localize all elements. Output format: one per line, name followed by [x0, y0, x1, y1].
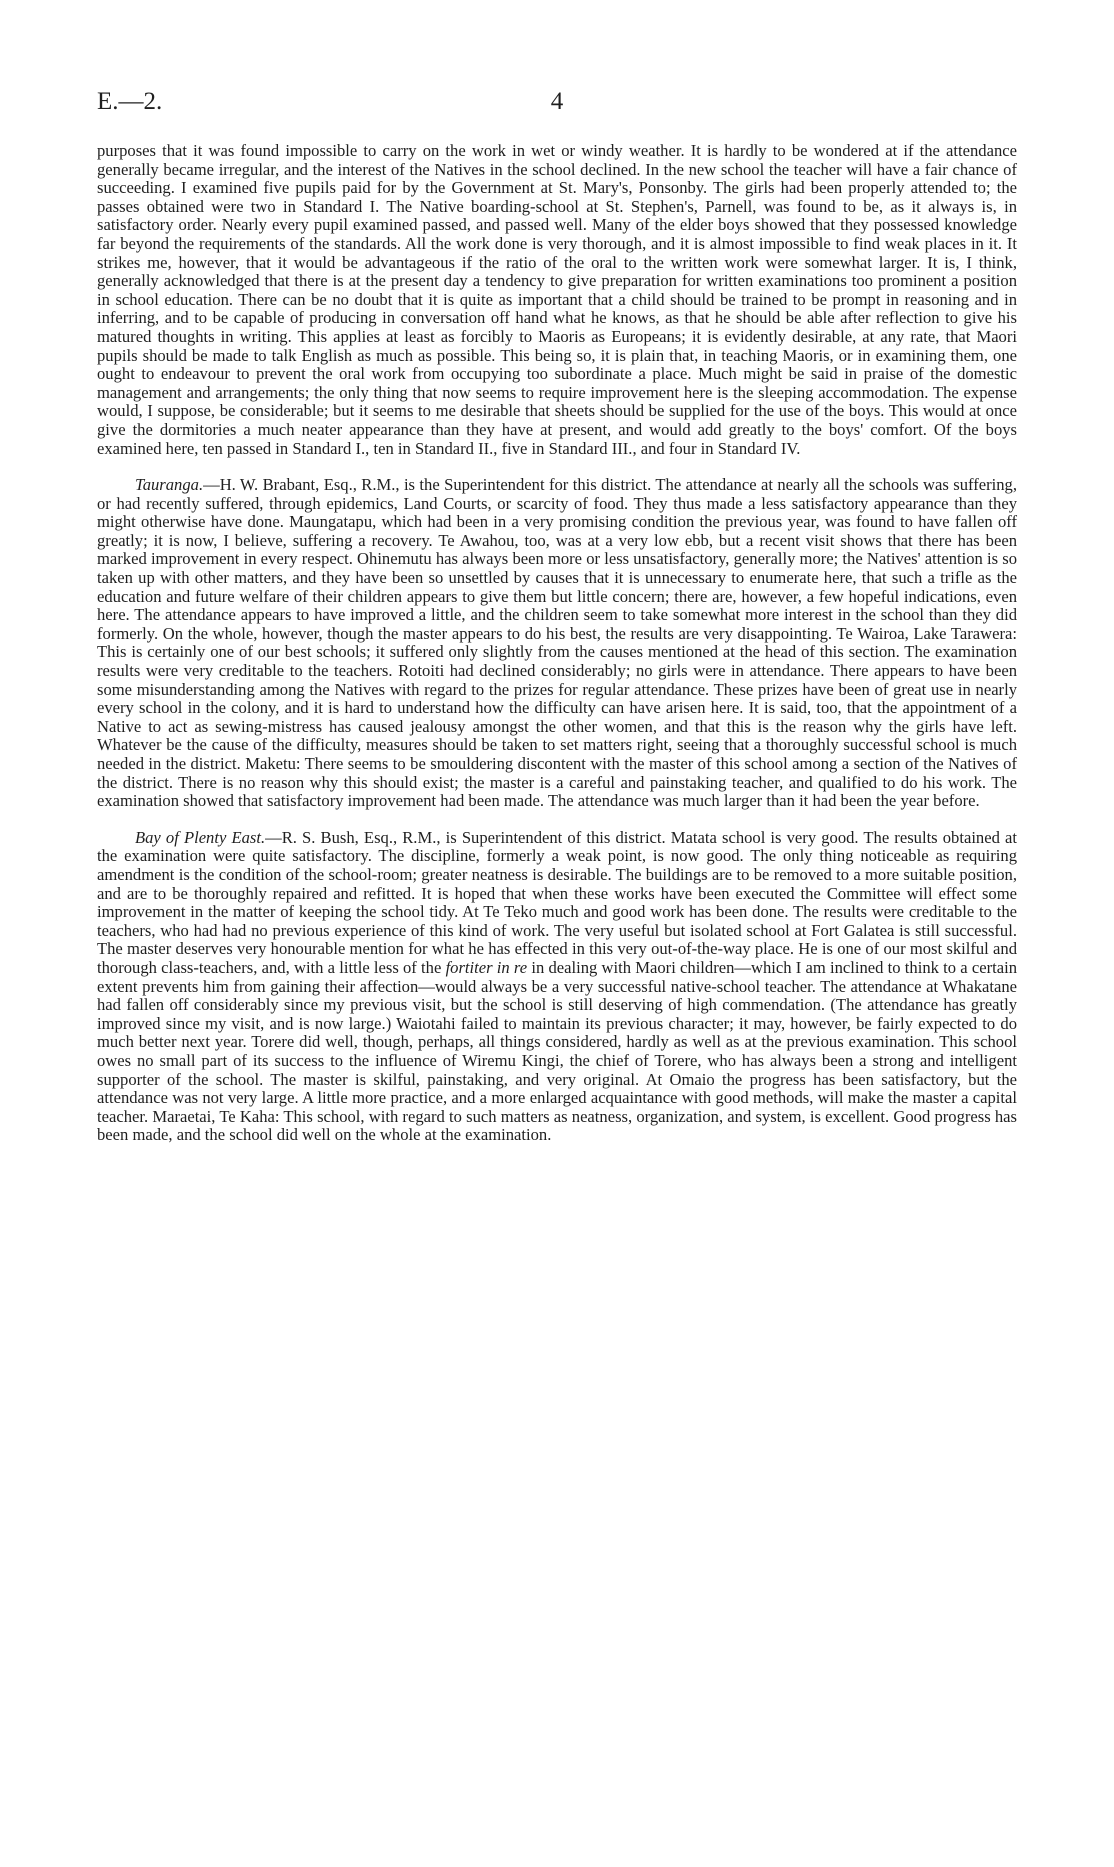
- page-header: [97, 88, 1017, 120]
- section-heading-bay-of-plenty-east: Bay of Plenty East.: [135, 827, 266, 847]
- paragraph-text: —R. S. Bush, Esq., R.M., is Superintendent of this district. Matata school is very good. The results obtained at the examination were quite satisfactory. The discipline, formerly a weak point, is now good. The only thing noticeable as requiring amendment is the condition of the school-room; greater neatness is desirable. The buildings are to be removed to a more suitable position, and are to be thoroughly repaired and refitted. It is hoped that when these works have been executed the Committee will effect some improvement in the matter of keeping the school tidy. At Te Teko much and good work has been done. The results were creditable to the teachers, who had had no previous experience of this kind of work. The very useful but isolated school at Fort Galatea is still successful. The master deserves very honourable mention for what he has effected in this very out-of-the-way place. He is one of our most skilful and thorough class-teachers, and, with a little less of the: [97, 827, 1017, 977]
- paragraph-text: —H. W. Brabant, Esq., R.M., is the Superintendent for this district. The attendance at nearly all the schools was suffering, or had recently suffered, through epidemics, Land Courts, or scarcity of food. They thus made a less satisfactory appearance than they might otherwise have done. Maungatapu, which had been in a very promising condition the previous year, was found to have fallen off greatly; it is now, I believe, suffering a recovery. Te Awahou, too, was at a very low ebb, but a recent visit shows that there has been marked improvement in every respect. Ohinemutu has always been more or less unsatisfactory, generally more; the Natives' attention is so taken up with other matters, and they have been so unsettled by causes that it is unnecessary to enumerate here, that such a trifle as the education and future welfare of their children appears to give them but little concern; there are, however, a few hopeful indications, even here. The attendance appears to have improved a little, and the children seem to take somewhat more interest in the school than they did formerly. On the whole, however, though the master appears to do his best, the results are very disappointing. Te Wairoa, Lake Tarawera: This is certainly one of our best schools; it suffered only slightly from the causes mentioned at the head of this section. The examination results were very creditable to the teachers. Rotoiti had declined considerably; no girls were in attendance. There appears to have been some misunderstanding among the Natives with regard to the prizes for regular attendance. These prizes have been of great use in nearly every school in the colony, and it is hard to understand how the difficulty can have arisen here. It is said, too, that the appointment of a Native to act as sewing-mistress has caused jealousy amongst the other women, and that this is the reason why the girls have left. Whatever be the cause of the difficulty, measures should be taken to set matters right, seeing that a thoroughly successful school is much needed in the district. Maketu: There seems to be smouldering discontent with the master of this school among a section of the Natives of the district. There is no reason why this should exist; the master is a careful and painstaking teacher, and qualified to do his work. The examination showed that satisfactory improvement had been made. The attendance was much larger than it had been the year before.: [97, 475, 1017, 811]
- page-number: 4: [550, 88, 564, 115]
- paragraph-auckland-continued: [97, 142, 1017, 458]
- section-heading-tauranga: Tauranga.: [135, 475, 204, 495]
- body-text: [97, 142, 1017, 1163]
- paragraph-text-tail: in dealing with Maori children—which I am inclined to think to a certain extent prevents him from gaining their affection—would always be a very successful native-school teacher. The attendance at Whakatane had fallen off considerably since my previous visit, but the school is still deserving of high commendation. (The attendance has greatly improved since my visit, and is now large.) Waiotahi failed to maintain its previous character; it may, however, be fairly expected to do much better next year. Torere did well, though, perhaps, all things considered, hardly as well as at the previous examination. This school owes no small part of its success to the influence of Wiremu Kingi, the chief of Torere, who has always been a strong and intelligent supporter of the school. The master is skilful, painstaking, and very original. At Omaio the progress has been satisfactory, but the attendance was not very large. A little more practice, and a more enlarged acquaintance with good methods, will make the master a capital teacher. Maraetai, Te Kaha: This school, with regard to such matters as neatness, organization, and system, is excellent. Good progress has been made, and the school did well on the whole at the examination.: [97, 957, 1017, 1145]
- paragraph-bay-of-plenty-east: [97, 829, 1017, 1145]
- latin-phrase: fortiter in re: [445, 957, 528, 977]
- paragraph-text: purposes that it was found impossible to carry on the work in wet or windy weather. It is hardly to be wondered at if the attendance generally became irregular, and the interest of the Natives in the school declined. In the new school the teacher will have a fair chance of succeeding. I examined five pupils paid for by the Government at St. Mary's, Ponsonby. The girls had been properly attended to; the passes obtained were two in Standard I. The Native boarding-school at St. Stephen's, Parnell, was found to be, as it always is, in satisfactory order. Nearly every pupil examined passed, and passed well. Many of the elder boys showed that they possessed knowledge far beyond the requirements of the standards. All the work done is very thorough, and it is almost impossible to find weak places in it. It strikes me, however, that it would be advantageous if the ratio of the oral to the written work were somewhat larger. It is, I think, generally acknowledged that there is at the present day a tendency to give preparation for written examinations too prominent a position in school education. There can be no doubt that it is quite as important that a child should be trained to be prompt in reasoning and in inferring, and to be capable of producing in conversation off hand what he knows, as that he should be able after reflection to give his matured thoughts in writing. This applies at least as forcibly to Maoris as Europeans; it is evidently desirable, at any rate, that Maori pupils should be made to talk English as much as possible. This being so, it is plain that, in teaching Maoris, or in examining them, one ought to endeavour to prevent the oral work from occupying too subordinate a place. Much might be said in praise of the domestic management and arrangements; the only thing that now seems to require improvement here is the sleeping accommodation. The expense would, I suppose, be considerable; but it seems to me desirable that sheets should be supplied for the use of the boys. This would at once give the dormitories a much neater appearance than they have at present, and would add greatly to the boys' comfort. Of the boys examined here, ten passed in Standard I., ten in Standard II., five in Standard III., and four in Standard IV.: [97, 141, 1017, 458]
- paragraph-tauranga: [97, 476, 1017, 811]
- document-reference: E.—2.: [97, 88, 163, 115]
